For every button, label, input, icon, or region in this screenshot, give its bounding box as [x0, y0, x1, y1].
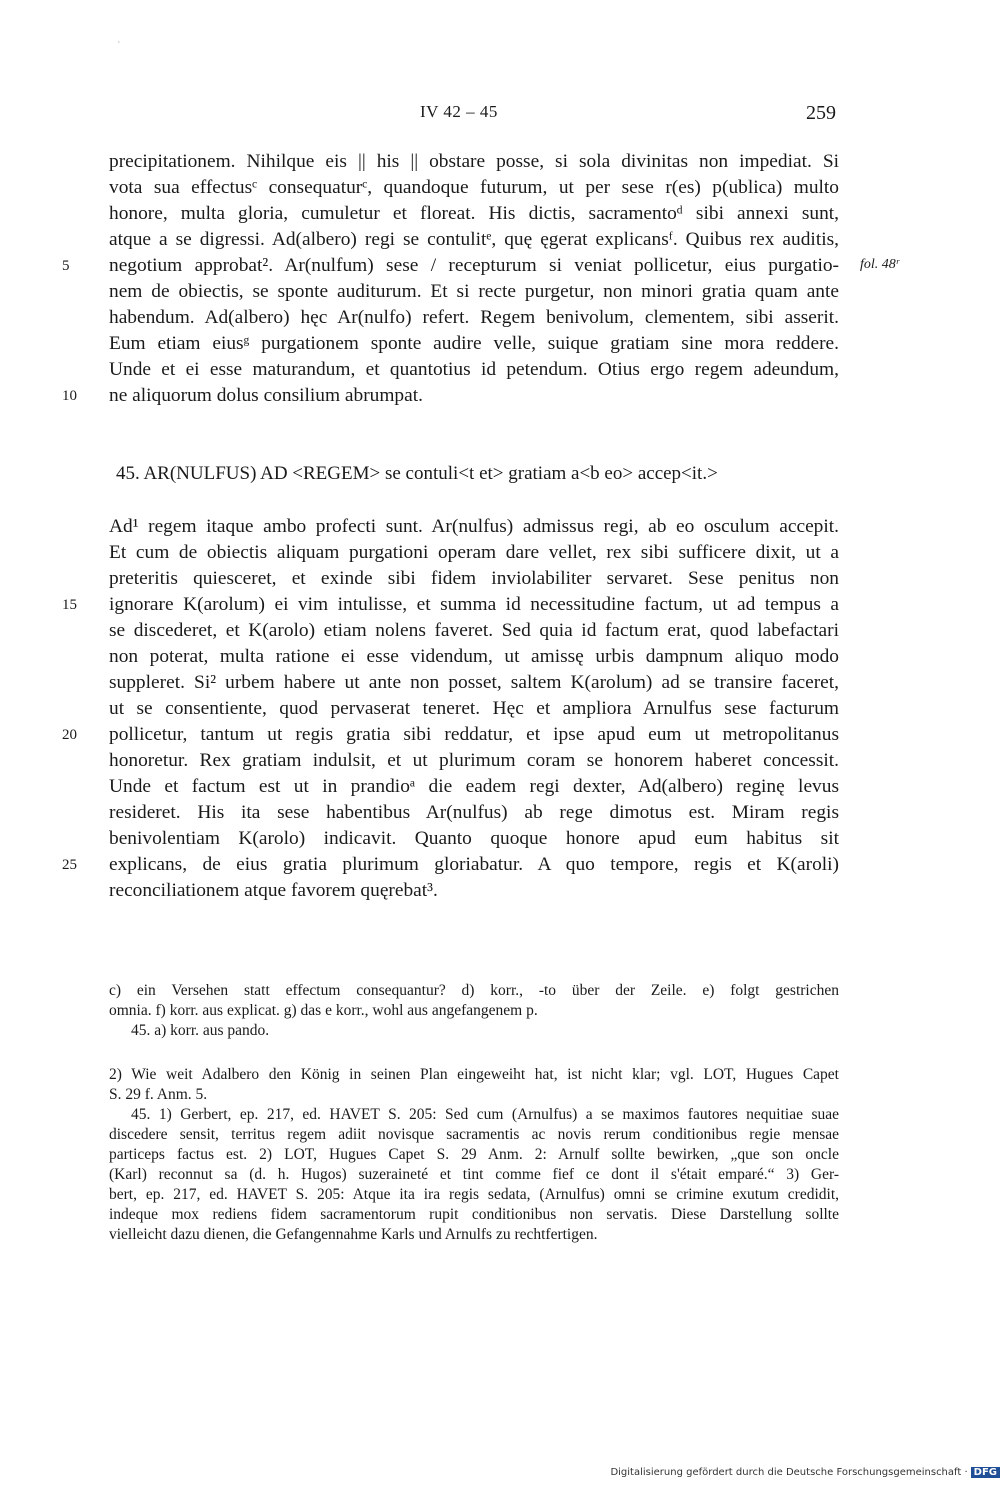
footnote-line: indeque mox rediens fidem sacramentorum rupit conditionibus non servatis. Diese Darstellung sollte — [109, 1206, 839, 1223]
body-line: benivolentiam K(arolo) indicavit. Quanto quoque honore apud eum habitus sit — [109, 828, 839, 849]
line-number: 25 — [62, 857, 77, 873]
body-line: preteritis quiesceret, et exinde sibi fidem inviolabiliter servaret. Sese penitus non — [109, 568, 839, 589]
corner-mark: ' — [118, 40, 120, 51]
credit-text: Digitalisierung gefördert durch die Deutsche Forschungsgemeinschaft · — [610, 1467, 968, 1478]
body-line: habendum. Ad(albero) hęc Ar(nulfo) refert. Regem benivolum, clementem, sibi asserit. — [109, 307, 839, 328]
body-line: suppleret. Si² urbem habere ut ante non posset, saltem K(arolum) ad se transire faceret, — [109, 672, 839, 693]
body-line: explicans, de eius gratia plurimum gloriabatur. A quo tempore, regis et K(aroli) — [109, 854, 839, 875]
running-header: IV 42 – 45 — [420, 102, 498, 121]
body-line: Et cum de obiectis aliquam purgationi operam dare vellet, rex sibi sufficere dixit, ut a — [109, 542, 839, 563]
body-line: Unde et ei esse maturandum, et quantotius id petendum. Otius ergo regem adeundum, — [109, 359, 839, 380]
digitization-credit — [610, 1467, 1000, 1478]
footnote-line: 45. 1) Gerbert, ep. 217, ed. HAVET S. 205: Sed cum (Arnulfus) a se maximos fautores nequitiae suae — [131, 1106, 839, 1123]
body-line: Eum etiam eiusᵍ purgationem sponte audire velle, suique gratiam sine mora reddere. — [109, 333, 839, 354]
body-line: ut se consentiente, quod pervaserat teneret. Hęc et ampliora Arnulfus sese facturum — [109, 698, 839, 719]
body-line: se discederet, et K(arolo) etiam nolens faveret. Sed quia id factum erat, quod labefactari — [109, 620, 839, 641]
body-line: honoretur. Rex gratiam indulsit, et ut plurimum coram se honorem haberet concessit. — [109, 750, 839, 771]
dfg-logo: DFG — [971, 1467, 1000, 1478]
body-line: ne aliquorum dolus consilium abrumpat. — [109, 385, 423, 406]
footnote-line: (Karl) reconnut sa (d. h. Hugos) suzeraineté et tint comme fief ce dont il s'était emparé.“ 3) Ger- — [109, 1166, 839, 1183]
footnote-line: bert, ep. 217, ed. HAVET S. 205: Atque ita ira regis sedata, (Arnulfus) omni se crimine exutum credidit, — [109, 1186, 839, 1203]
footnote-line: c) ein Versehen statt effectum consequantur? d) korr., -to über der Zeile. e) folgt gestrichen — [109, 982, 839, 999]
page-number: 259 — [806, 102, 836, 124]
body-line: nem de obiectis, se sponte auditurum. Et si recte purgetur, non minori gratia quam ante — [109, 281, 839, 302]
line-number: 20 — [62, 727, 77, 743]
section-heading: 45. AR(NULFUS) AD <REGEM> se contuli<t et> gratiam a<b eo> accep<it.> — [116, 463, 718, 484]
body-line: ignorare K(arolum) ei vim intulisse, et summa id necessitudine factum, ut ad tempus a — [109, 594, 839, 615]
footnote-line: S. 29 f. Anm. 5. — [109, 1086, 208, 1103]
footnote-line: 45. a) korr. aus pando. — [131, 1022, 270, 1039]
folio-margin-note: fol. 48ʳ — [860, 257, 899, 272]
footnote-line: 2) Wie weit Adalbero den König in seinen Plan eingeweiht hat, ist nicht klar; vgl. LOT, Hugues Capet — [109, 1066, 839, 1083]
footnote-line: discedere sensit, territus regem adiit novisque sacramentis ac novis rerum conditionibus regie mensae — [109, 1126, 839, 1143]
body-line: pollicetur, tantum ut regis gratia sibi reddatur, et ipse apud eum ut metropolitanus — [109, 724, 839, 745]
body-line: vota sua effectusᶜ consequaturᶜ, quandoque futurum, ut per sese r(es) p(ublica) multo — [109, 177, 839, 198]
body-line: negotium approbat². Ar(nulfum) sese / recepturum si veniat pollicetur, eius purgatio- — [109, 255, 839, 276]
line-number: 10 — [62, 388, 77, 404]
footnote-line: omnia. f) korr. aus explicat. g) das e korr., wohl aus angefangenem p. — [109, 1002, 538, 1019]
footnote-line: particeps factus est. 2) LOT, Hugues Capet S. 29 Anm. 2: Arnulf sollte bewirken, „que son oncle — [109, 1146, 839, 1163]
body-line: non poterat, multa ratione ei esse videndum, ut amissę urbis dampnum aliquo modo — [109, 646, 839, 667]
body-line: Ad¹ regem itaque ambo profecti sunt. Ar(nulfus) admissus regi, ab eo osculum accepit. — [109, 516, 839, 537]
body-line: resideret. His ita sese habentibus Ar(nulfus) ab rege dimotus est. Miram regis — [109, 802, 839, 823]
body-line: precipitationem. Nihilque eis || his || obstare posse, si sola divinitas non impediat. Si — [109, 151, 839, 172]
footnote-line: vielleicht dazu dienen, die Gefangennahme Karls und Arnulfs zu rechtfertigen. — [109, 1226, 598, 1243]
body-line: honore, multa gloria, cumuletur et floreat. His dictis, sacramentoᵈ sibi annexi sunt, — [109, 203, 839, 224]
body-line: atque a se digressi. Ad(albero) regi se contulitᵉ, quę ęgerat explicansᶠ. Quibus rex auditis, — [109, 229, 839, 250]
body-line: Unde et factum est ut in prandioᵃ die eadem regi dexter, Ad(albero) reginę levus — [109, 776, 839, 797]
line-number: 15 — [62, 597, 77, 613]
line-number: 5 — [62, 258, 70, 274]
body-line: reconciliationem atque favorem quęrebat³. — [109, 880, 438, 901]
